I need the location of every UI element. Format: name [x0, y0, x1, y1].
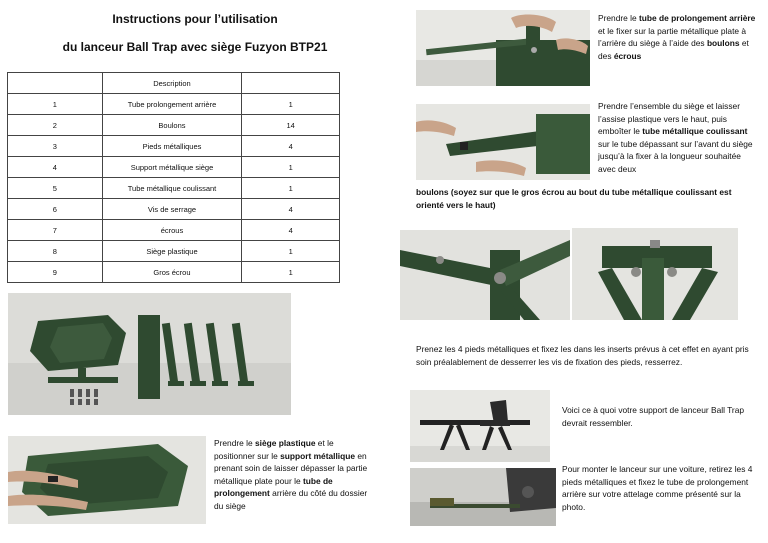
parts-table	[7, 72, 340, 283]
step-seat-part: et le positionner sur le	[214, 438, 334, 461]
row-description: Tube prolongement arrière	[102, 94, 242, 115]
step-seat-part: support métallique	[280, 450, 356, 461]
row-quantity: 1	[242, 94, 340, 115]
photo-leg-insert-right	[572, 228, 738, 320]
row-description: Pieds métalliques	[102, 136, 242, 157]
row-quantity: 1	[242, 241, 340, 262]
row-description: Tube métallique coulissant	[102, 178, 242, 199]
row-quantity: 1	[242, 178, 340, 199]
row-number: 5	[8, 178, 103, 199]
row-number: 8	[8, 241, 103, 262]
row-number: 1	[8, 94, 103, 115]
step-legs-text	[416, 343, 761, 368]
table-row	[8, 115, 340, 136]
step-rear-tube-text	[598, 12, 758, 62]
step-car-part: Pour monter le lanceur sur une voiture, retirez les 4 pieds métalliques et fixez le tube de prolongement arrière sur votre attelage comme présenté sur la photo.	[562, 464, 753, 512]
photo-assembled-stand	[410, 390, 550, 462]
row-description: Boulons	[102, 115, 242, 136]
photo-car-hitch	[410, 468, 556, 526]
row-number: 6	[8, 199, 103, 220]
step-sliding-note-bold: boulons (soyez sur que le gros écrou au bout du tube métallique coulissant est orienté vers le haut)	[416, 187, 732, 210]
step-rear-part: et le fixer sur la partie métallique plate à l’arrière du siège à l’aide des	[598, 25, 747, 49]
table-row	[8, 262, 340, 283]
step-rear-part: et des	[598, 38, 749, 61]
row-description: Siège plastique	[102, 241, 242, 262]
row-quantity: 4	[242, 220, 340, 241]
table-header-cell: Description	[102, 73, 242, 94]
step-sliding-tube-text	[598, 100, 758, 176]
photo-seat-on-support	[8, 436, 206, 524]
table-header-cell	[8, 73, 103, 94]
row-number: 3	[8, 136, 103, 157]
row-description: Vis de serrage	[102, 199, 242, 220]
photo-sliding-tube	[416, 104, 590, 180]
step-sliding-part: sur le tube dépassant sur l’avant du siège jusqu’à la fixer à la longueur souhaitée avec deux	[598, 138, 753, 174]
title-line-1: Instructions pour l’utilisation	[112, 12, 278, 26]
row-quantity: 1	[242, 262, 340, 283]
row-quantity: 4	[242, 199, 340, 220]
step-seat-text	[214, 437, 374, 513]
step-rear-part: Prendre le	[598, 13, 639, 23]
step-seat-part: Prendre le	[214, 438, 255, 448]
step-sliding-part: tube métallique coulissant	[642, 126, 748, 137]
step-seat-part: arrière du côté du dossier du siège	[214, 488, 368, 511]
photo-rear-tube	[416, 10, 590, 86]
table-row	[8, 178, 340, 199]
row-description: Gros écrou	[102, 262, 242, 283]
row-number: 2	[8, 115, 103, 136]
step-sliding-part: Prendre l’ensemble du siège et laisser l’assise plastique vers le haut, puis emboîter le	[598, 101, 740, 137]
row-number: 9	[8, 262, 103, 283]
row-number: 7	[8, 220, 103, 241]
title-line-2: du lanceur Ball Trap avec siège Fuzyon BTP21	[62, 40, 328, 54]
table-header-cell	[242, 73, 340, 94]
step-legs-part: Prenez les 4 pieds métalliques et fixez les dans les inserts prévus à cet effet en ayant pris soin préalablement de desserrer les vis de fixation des pieds, resserrez.	[416, 344, 749, 367]
table-row	[8, 199, 340, 220]
table-row	[8, 157, 340, 178]
row-quantity: 1	[242, 157, 340, 178]
step-result-text	[562, 404, 752, 429]
step-rear-part: boulons	[706, 38, 740, 49]
row-description: écrous	[102, 220, 242, 241]
table-row	[8, 241, 340, 262]
table-row	[8, 94, 340, 115]
step-rear-part: écrous	[613, 50, 642, 61]
step-car-text	[562, 463, 758, 513]
step-seat-part: siège plastique	[254, 438, 316, 448]
step-rear-part: tube de prolongement arrière	[638, 13, 756, 23]
step-sliding-tube-note	[416, 186, 761, 211]
table-row	[8, 220, 340, 241]
row-quantity: 4	[242, 136, 340, 157]
photo-parts-layout	[8, 293, 291, 415]
photo-leg-insert-left	[400, 230, 570, 320]
row-number: 4	[8, 157, 103, 178]
row-description: Support métallique siège	[102, 157, 242, 178]
step-result-part: Voici ce à quoi votre support de lanceur Ball Trap devrait ressembler.	[562, 405, 745, 428]
table-header-row	[8, 73, 340, 94]
step-seat-part: en prenant soin de laisser dépasser la partie métallique plate pour le	[214, 450, 368, 486]
row-quantity: 14	[242, 115, 340, 136]
table-row	[8, 136, 340, 157]
step-seat-part: tube de prolongement	[214, 475, 333, 499]
